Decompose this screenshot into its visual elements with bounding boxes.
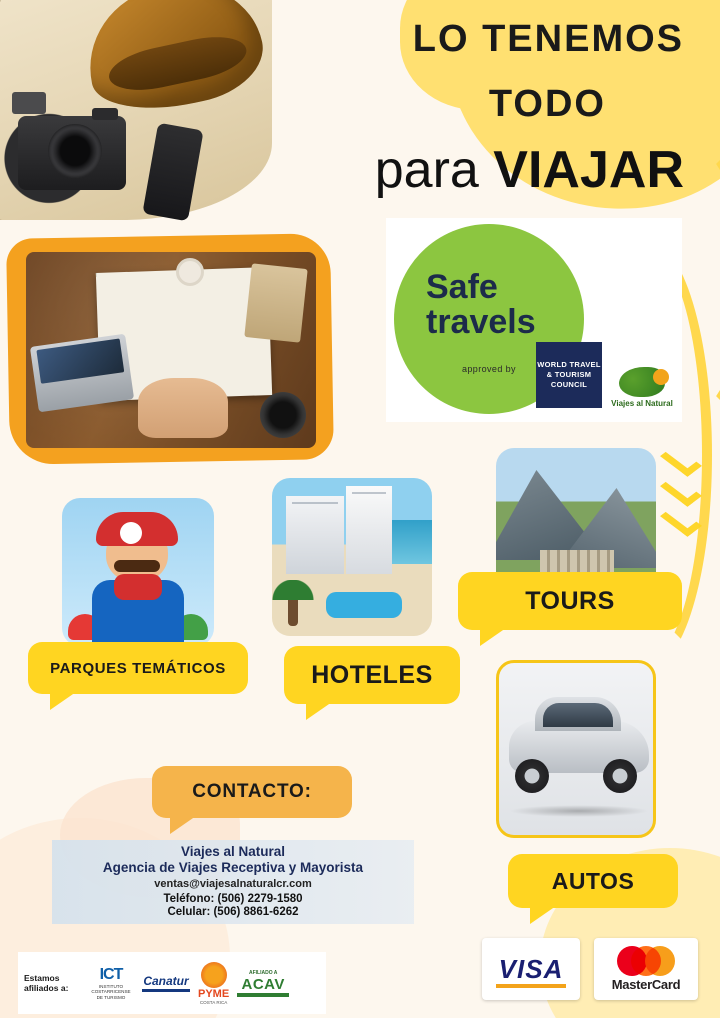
canatur-logo xyxy=(142,974,190,992)
character-body xyxy=(92,580,184,646)
laptop-icon xyxy=(30,334,134,413)
contact-card xyxy=(52,840,414,924)
pyme-logo-mark: PYME xyxy=(198,987,230,1000)
notebook-icon xyxy=(244,263,307,342)
desk-planning-photo xyxy=(26,252,316,448)
safe-travels-line-1: Safe xyxy=(426,268,498,306)
visa-logo-underline xyxy=(496,984,566,988)
contacto-badge-text: CONTACTO: xyxy=(192,781,312,802)
camera-lens-icon xyxy=(260,392,306,438)
acav-logo xyxy=(237,970,289,997)
pyme-logo-sub: COSTA RICA xyxy=(199,999,228,1005)
acav-logo-top: AFILIADO A xyxy=(248,969,278,976)
hands-illustration xyxy=(138,378,228,438)
palm-tree-icon xyxy=(288,592,298,626)
viajes-al-natural-logo xyxy=(608,342,676,408)
hotel-tower-2 xyxy=(346,486,392,574)
headline-line-3-prefix: para xyxy=(374,141,494,199)
hotel-tower-1 xyxy=(286,496,344,574)
contact-email[interactable]: ventas@viajesalnaturalcr.com xyxy=(154,878,312,890)
theme-park-thumbnail xyxy=(62,498,214,646)
visa-logo xyxy=(482,938,580,1000)
category-label-autos[interactable] xyxy=(508,854,678,908)
ict-logo-sub: INSTITUTO COSTARRICENSE DE TURISMO xyxy=(91,984,131,1000)
car-shadow xyxy=(509,805,649,817)
car-rental-thumbnail xyxy=(496,660,656,838)
character-cap xyxy=(96,512,178,546)
contacto-badge[interactable] xyxy=(152,766,352,818)
affiliations-logo-list xyxy=(88,962,289,1005)
viajes-al-natural-logo-text: Viajes al Natural xyxy=(611,399,673,408)
approved-by-label: approved by xyxy=(462,364,516,374)
headline-line-2: TODO xyxy=(488,83,606,125)
acav-logo-bar xyxy=(237,993,289,997)
sun-icon xyxy=(201,962,227,988)
character-moustache xyxy=(114,560,160,572)
contact-company-name: Viajes al Natural xyxy=(180,844,286,859)
safe-travels-line-2: travels xyxy=(426,303,536,342)
car-window xyxy=(543,703,613,727)
poster-headline xyxy=(375,18,684,200)
affiliations-title: Estamos afiliados a: xyxy=(24,972,69,993)
hotel-thumbnail xyxy=(272,478,432,636)
contact-phone[interactable]: Teléfono: (506) 2279-1580 xyxy=(163,893,303,905)
leaf-icon xyxy=(619,367,665,397)
category-label-tours[interactable] xyxy=(458,572,682,630)
headline-line-1: LO TENEMOS xyxy=(412,18,684,60)
car-wheel-left xyxy=(515,759,549,793)
mastercard-logo xyxy=(594,938,698,1000)
canatur-logo-mark: Canatur xyxy=(143,974,189,988)
safe-travels-title xyxy=(426,270,536,341)
ict-logo-mark: ICT xyxy=(99,966,123,984)
film-roll-icon xyxy=(12,92,46,114)
coffee-cup-icon xyxy=(176,258,204,286)
ict-logo xyxy=(88,966,134,1000)
category-label-text: HOTELES xyxy=(311,660,433,689)
category-label-hoteles[interactable] xyxy=(284,646,460,704)
travel-flatlay-photo xyxy=(0,0,272,220)
category-label-text: TOURS xyxy=(525,586,615,615)
wttc-logo: WORLD TRAVEL & TOURISM COUNCIL xyxy=(536,342,602,408)
car-wheel-right xyxy=(603,759,637,793)
swimming-pool xyxy=(326,592,402,618)
contact-mobile[interactable]: Celular: (506) 8861-6262 xyxy=(167,906,299,918)
category-label-text: PARQUES TEMÁTICOS xyxy=(50,659,226,677)
category-label-parques-tematicos[interactable] xyxy=(28,642,248,694)
mastercard-circle-overlap xyxy=(631,946,661,976)
affiliations-strip xyxy=(18,952,326,1014)
mastercard-circles xyxy=(617,946,675,976)
category-label-text: AUTOS xyxy=(551,867,635,894)
canatur-logo-bar xyxy=(142,989,190,992)
pyme-logo xyxy=(198,962,229,1005)
mastercard-logo-text: MasterCard xyxy=(611,977,681,992)
headline-line-3-keyword: VIAJAR xyxy=(493,141,684,199)
acav-logo-mark: ACAV xyxy=(241,975,285,993)
contact-company-subtitle: Agencia de Viajes Receptiva y Mayorista xyxy=(102,860,364,875)
camera-icon xyxy=(18,116,126,190)
visa-logo-text: VISA xyxy=(498,953,564,984)
safe-travels-card xyxy=(386,218,682,422)
headline-line-3 xyxy=(375,140,684,200)
